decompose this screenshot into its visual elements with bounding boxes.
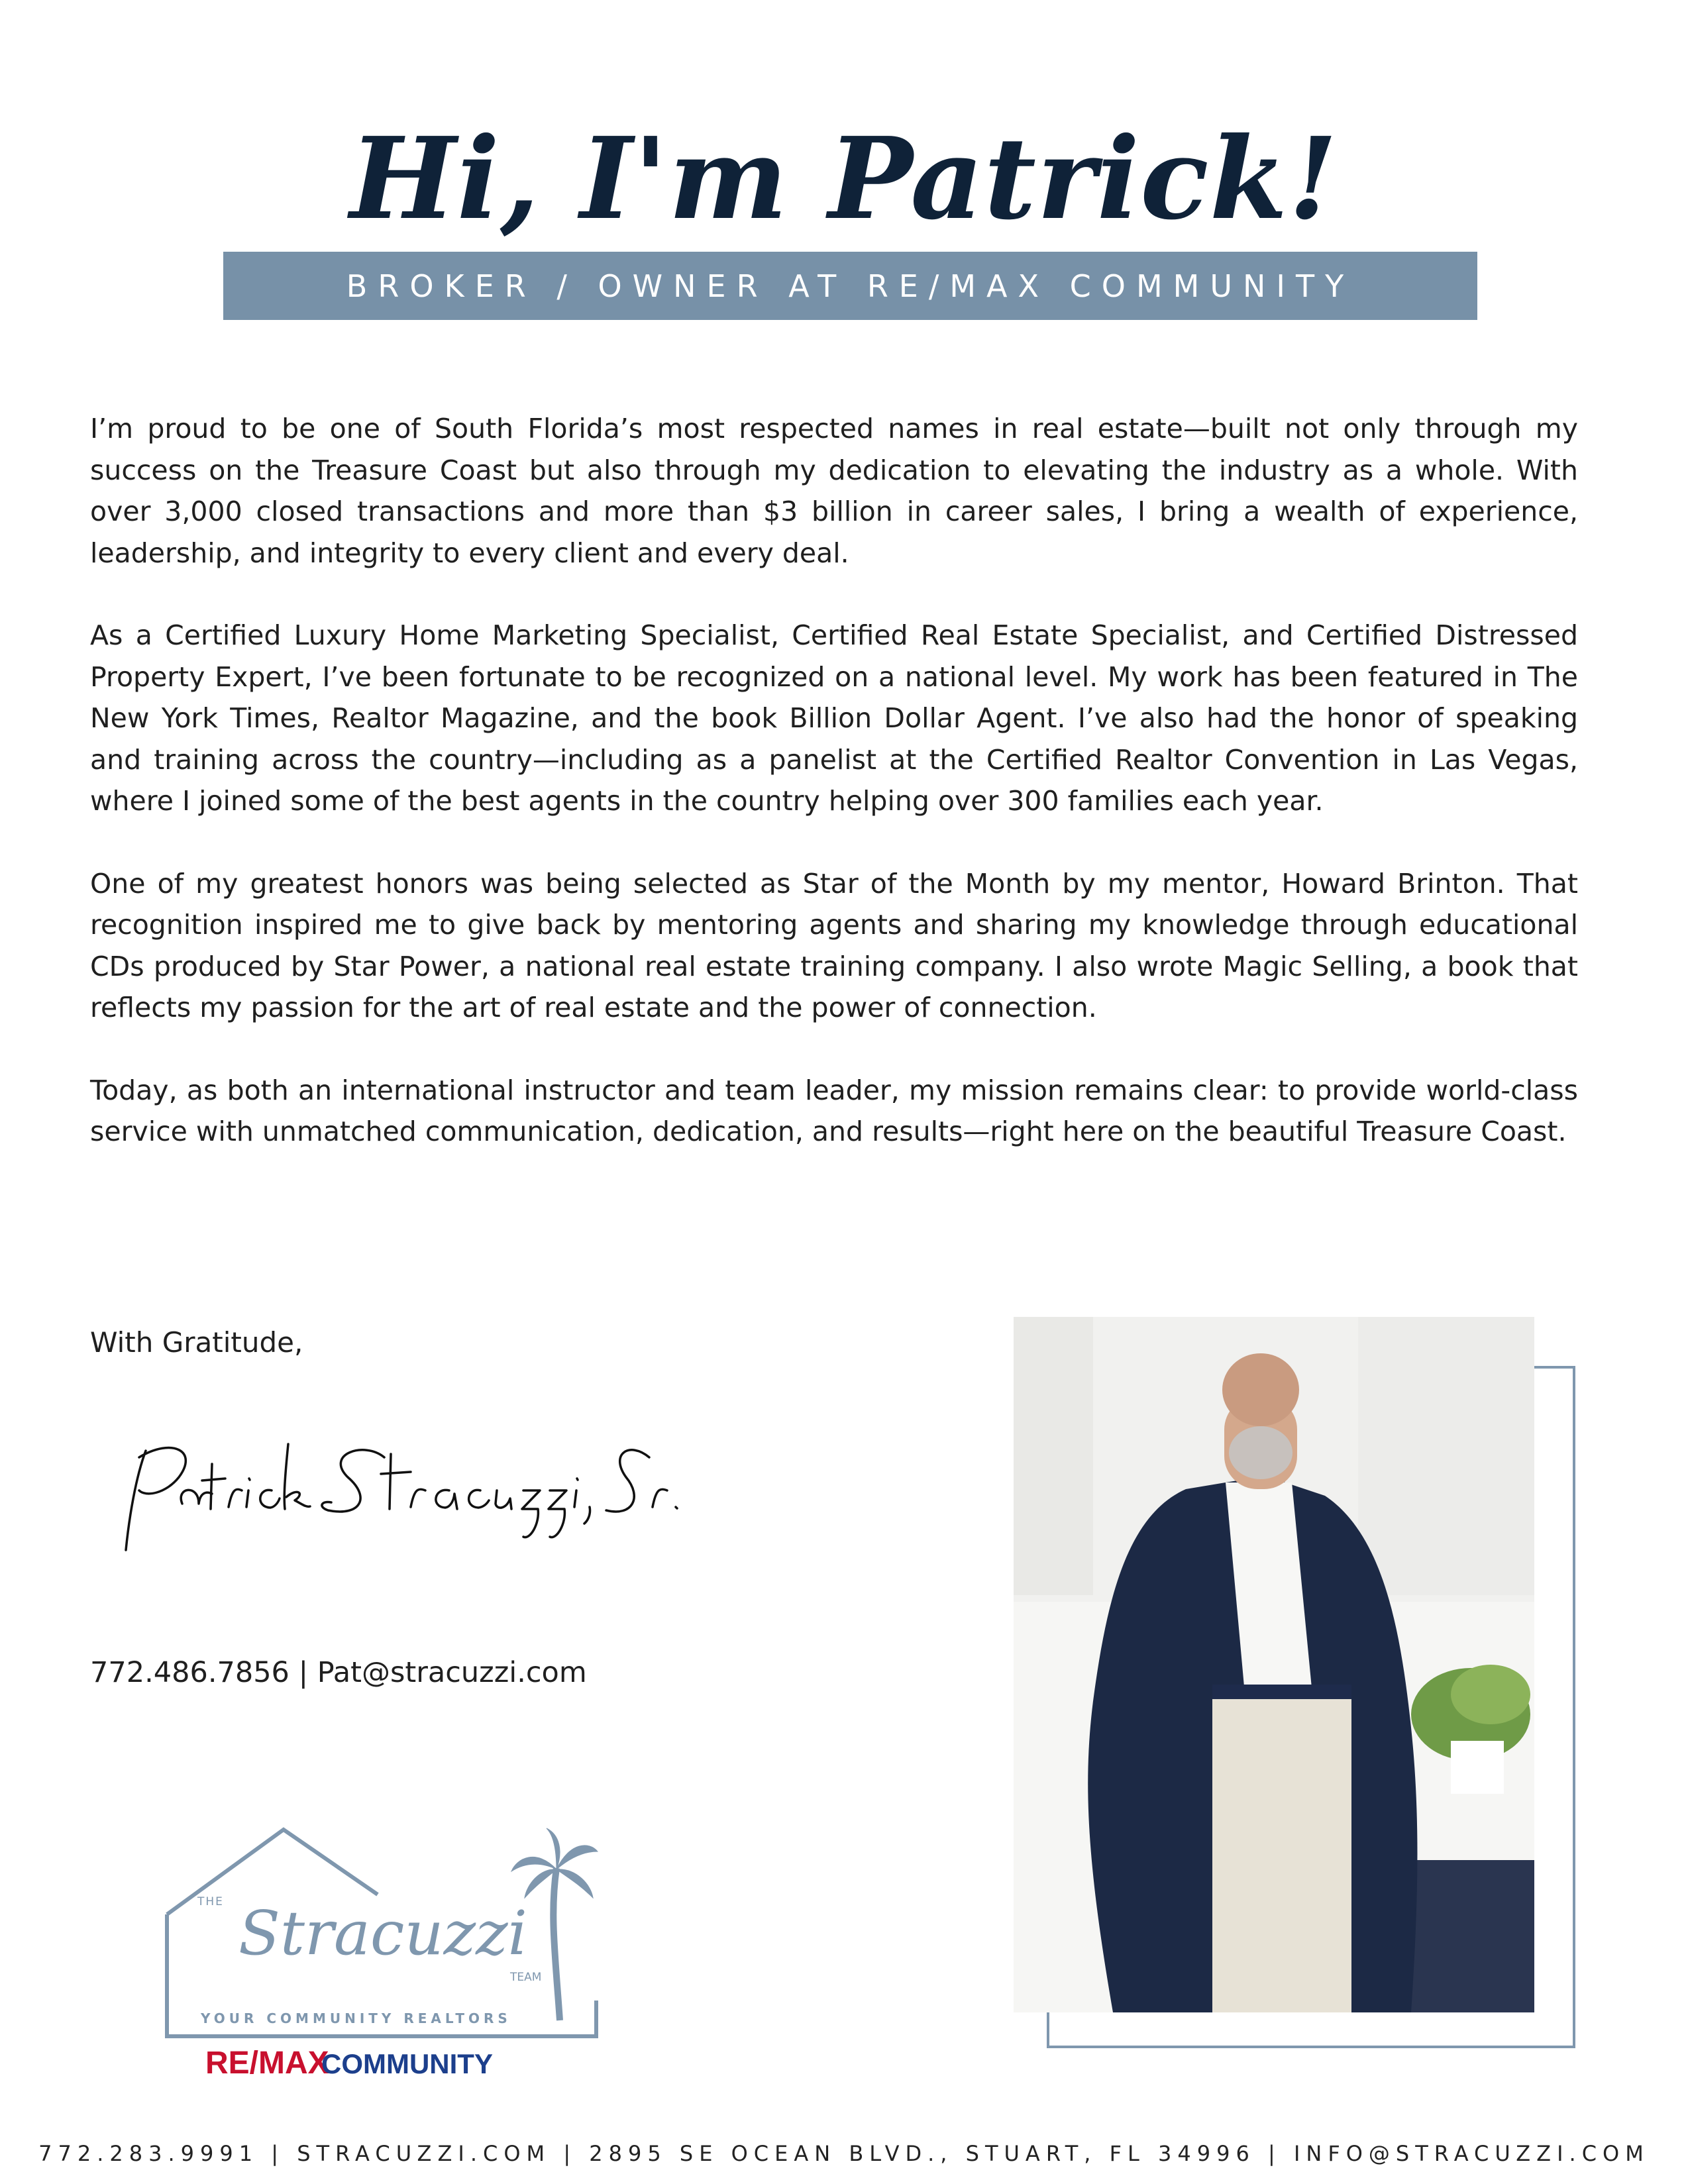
page-title: Hi, I'm Patrick! (349, 113, 1339, 245)
stracuzzi-team-logo (159, 1822, 623, 2087)
footer-contact: 772.283.9991 | STRACUZZI.COM | 2895 SE OCEAN BLVD., STUART, FL 34996 | INFO@STRACUZZI.COM (38, 2141, 1650, 2166)
remax-brand: RE/MAX (205, 2046, 329, 2081)
contact-line: 772.486.7856 | Pat@stracuzzi.com (90, 1656, 587, 1689)
portrait-photo (1014, 1317, 1534, 2012)
remax-community: COMMUNITY (321, 2048, 493, 2079)
signature-image (99, 1424, 696, 1577)
closing-line: With Gratitude, (90, 1326, 303, 1359)
title-banner (223, 252, 1477, 320)
logo-team: TEAM (510, 1971, 542, 1984)
subtitle: BROKER / OWNER AT RE/MAX COMMUNITY (346, 268, 1355, 304)
bio-paragraph-2: As a Certified Luxury Home Marketing Specialist, Certified Real Estate Specialist, and Certified Distressed Property Expert, I’ve been fortunate to be recognized on a national level. My work has been featured in The New York Times, Realtor Magazine, and the book Billion Dollar Agent. I’ve also had the honor of speaking and training across the country—including as a panelist at the Certified Realtor Convention in Las Vegas, where I joined some of the best agents in the country helping over 300 families each year. (90, 619, 1578, 817)
bio-paragraph-1: I’m proud to be one of South Florida’s most respected names in real estate—built not only through my success on the Treasure Coast but also through my dedication to elevating the industry as a whole. With over 3,000 closed transactions and more than $3 billion in career sales, I bring a wealth of experience, leadership, and integrity to every client and every deal. (90, 413, 1578, 569)
bio-paragraph-3: One of my greatest honors was being selected as Star of the Month by my mentor, Howard Brinton. That recognition inspired me to give back by mentoring agents and sharing my knowledge through educational CDs produced by Star Power, a national real estate training company. I also wrote Magic Selling, a book that reflects my passion for the art of real estate and the power of connection. (90, 867, 1578, 1023)
logo-tagline: YOUR COMMUNITY REALTORS (201, 2010, 511, 2026)
logo-name: Stracuzzi (238, 1898, 527, 1969)
logo-the: THE (197, 1895, 224, 1908)
bio-text (90, 408, 1578, 1194)
bio-paragraph-4: Today, as both an international instructor and team leader, my mission remains clear: to provide world-class service with unmatched communication, dedication, and results—right here on the beautiful Treasure Coast. (90, 1074, 1578, 1147)
